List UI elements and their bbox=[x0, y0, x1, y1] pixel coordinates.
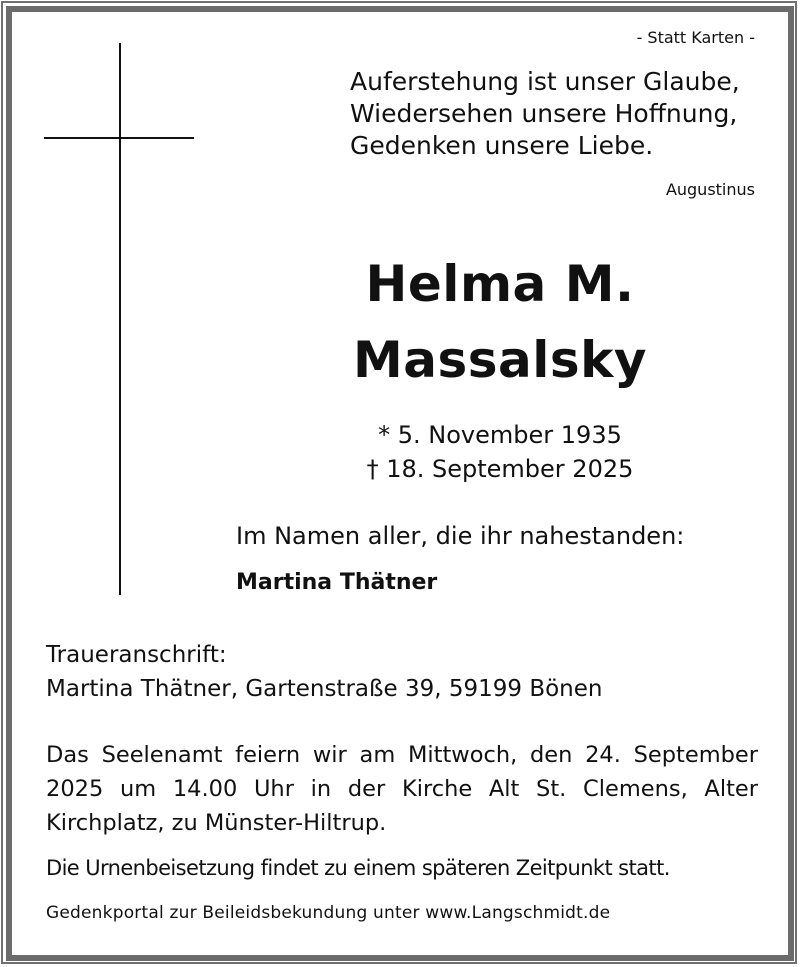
header-note: - Statt Karten - bbox=[636, 28, 755, 47]
death-date: † 18. September 2025 bbox=[366, 455, 634, 483]
service-info: Das Seelenamt feiern wir am Mittwoch, den 24. September 2025 um 14.00 Uhr in der Kirche Alt St. Clemens, Alter Kirchplatz, zu Münster-Hiltrup. bbox=[46, 742, 758, 836]
address-label: Traueranschrift: bbox=[46, 642, 227, 668]
name-line: Massalsky bbox=[352, 331, 647, 389]
life-dates bbox=[200, 418, 800, 486]
deceased-name bbox=[200, 246, 800, 398]
name-line: Helma M. bbox=[365, 255, 635, 313]
mourning-address bbox=[46, 638, 602, 706]
memorial-portal-link[interactable]: Gedenkportal zur Beileidsbekundung unter www.Langschmidt.de bbox=[46, 903, 611, 923]
quote-line: Wiedersehen unsere Hoffnung, bbox=[350, 99, 738, 128]
cross-horizontal-bar bbox=[44, 137, 194, 139]
cross-vertical-bar bbox=[119, 43, 121, 595]
quote-line: Gedenken unsere Liebe. bbox=[350, 131, 654, 160]
quote-author: Augustinus bbox=[665, 180, 755, 199]
address-value: Martina Thätner, Gartenstraße 39, 59199 Bönen bbox=[46, 676, 603, 702]
urn-burial-info: Die Urnenbeisetzung findet zu einem späteren Zeitpunkt statt. bbox=[46, 856, 670, 880]
on-behalf-line: Im Namen aller, die ihr nahestanden: bbox=[236, 522, 685, 550]
quote-line: Auferstehung ist unser Glaube, bbox=[350, 67, 740, 96]
birth-date: * 5. November 1935 bbox=[378, 421, 622, 449]
signer-name: Martina Thätner bbox=[236, 570, 438, 595]
quote bbox=[350, 66, 740, 162]
